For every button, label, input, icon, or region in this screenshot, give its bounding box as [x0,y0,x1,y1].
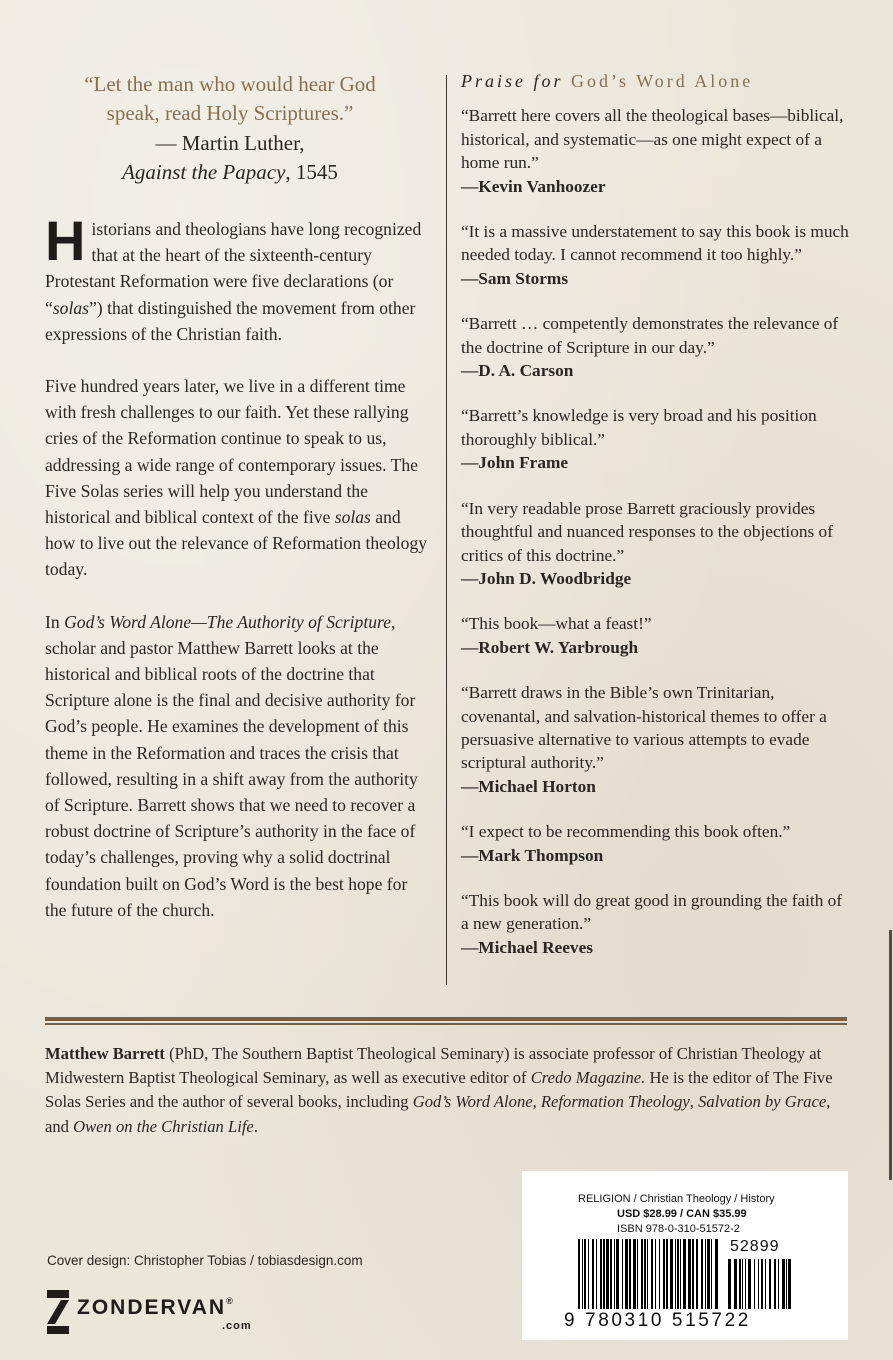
barcode-addon-bar [728,1259,731,1309]
paragraph-series: Five hundred years later, we live in a different time with fresh challenges to our faith. Yet these rallying cries of the Reformation continue to speak to us, addressing a wide range of contemporary issues. The Five Solas series will help you understand the historical and biblical context of the five solas and how to live out the relevance of Reformation theology today. [45,376,428,580]
description-body [45,209,430,949]
barcode-isbn: ISBN 978-0-310-51572-2 [617,1223,740,1235]
barcode-bar [705,1239,706,1309]
praise-endorser: —Sam Storms [461,268,569,288]
barcode-bar [666,1239,668,1309]
barcode-addon-bar [761,1259,763,1309]
barcode-bar [603,1239,605,1309]
barcode-bar [663,1239,665,1309]
dropcap: H [45,209,86,272]
praise-endorser: —D. A. Carson [461,361,574,381]
author-bio: Matthew Barrett (PhD, The Southern Baptist Theological Seminary) is associate professor of Christian Theology at Midwestern Baptist Theological Seminary, as well as executive editor of Credo Magazine. He is the editor of The Five Solas Series and the author of several books, including God’s Word Alone, Reformation Theology, Salvation by Grace, and Owen on the Christian Life. [45,1044,833,1136]
barcode-bar [616,1239,619,1309]
barcode-bar [659,1239,660,1309]
praise-quote: “Barrett here covers all the theological bases—biblical, historical, and systematic—as one might expect of a home run.” [461,106,844,173]
paragraph-intro: Historians and theologians have long recognized that at the heart of the sixteenth-century Protestant Reformation were five declarations (or “solas”) that distinguished the movement from other expressions of the Christian faith. [45,209,422,344]
epigraph [30,70,430,187]
praise-item [461,889,853,959]
barcode-panel [522,1171,848,1340]
barcode-bar [715,1239,718,1309]
barcode-bar [707,1239,710,1309]
barcode-bar [644,1239,646,1309]
praise-heading: Praise for God’s Word Alone [461,71,754,91]
praise-item [461,681,853,798]
praise-endorser: —Robert W. Yarbrough [461,637,639,657]
barcode-bar [675,1239,676,1309]
barcode-bar [701,1239,703,1309]
barcode-bar [606,1239,609,1309]
section-rule-thick [45,1017,847,1021]
column-divider [446,75,447,985]
barcode-addon-bar [786,1259,787,1309]
barcode-digits: 9 780310 515722 [564,1310,751,1331]
barcode-bar [633,1239,636,1309]
praise-item [461,497,853,591]
praise-list [461,104,853,959]
barcode-addon-bar [788,1259,791,1309]
barcode-addon-bar [778,1259,779,1309]
barcode-addon-bar [765,1259,766,1309]
publisher-name: ZONDERVAN® [77,1296,235,1319]
praise-column [461,70,853,981]
barcode-bar [683,1239,686,1309]
barcode-bar [600,1239,602,1309]
barcode-price: USD $28.99 / CAN $35.99 [617,1208,747,1220]
barcode-addon-bar [758,1259,759,1309]
barcode-addon-bar [734,1259,737,1309]
cover-credit: Cover design: Christopher Tobias / tobiasdesign.com [47,1253,363,1268]
page-edge [889,930,892,1180]
barcode-bar [584,1239,586,1309]
barcode-bar [637,1239,638,1309]
paragraph-book: In God’s Word Alone—The Authority of Scripture, scholar and pastor Matthew Barrett looks at the historical and biblical roots of the doctrine that Scripture alone is the final and decisive authority for God’s people. He examines the development of this theme in the Reformation and traces the crisis that followed, resulting in a shift away from the authority of Scripture. Barrett shows that we need to recover a robust doctrine of Scripture’s authority in the face of today’s challenges, proving why a solid doctrinal foundation built on God’s Word is the best hope for the future of the church. [45,611,418,920]
barcode-addon-bar [745,1259,746,1309]
barcode-bar [629,1239,631,1309]
barcode-bar [677,1239,679,1309]
praise-quote: “I expect to be recommending this book often.” [461,822,791,842]
barcode-bar [588,1239,589,1309]
epigraph-quote: “Let the man who would hear God speak, read Holy Scriptures.” [84,72,376,125]
barcode-addon-bar [782,1259,785,1309]
praise-item [461,312,853,382]
section-rule-thin [45,1023,847,1025]
barcode-bar [696,1239,698,1309]
barcode-bar [647,1239,648,1309]
barcode-bar [610,1239,612,1309]
zondervan-mark-icon [47,1290,69,1334]
barcode-addon-bar [754,1259,755,1309]
barcode-bar [592,1239,594,1309]
barcode-bar [651,1239,653,1309]
barcode-category: RELIGION / Christian Theology / History [578,1193,775,1205]
barcode-bar [596,1239,597,1309]
praise-item [461,612,853,659]
barcode-bar [688,1239,691,1309]
barcode-bars [578,1239,798,1311]
barcode-bar [622,1239,623,1309]
praise-item [461,220,853,290]
praise-item [461,104,853,198]
barcode-addon-bar [742,1259,743,1309]
praise-endorser: —Mark Thompson [461,845,604,865]
praise-item [461,404,853,474]
praise-quote: “Barrett’s knowledge is very broad and his position thoroughly biblical.” [461,406,817,449]
praise-endorser: —Kevin Vanhoozer [461,176,606,196]
praise-quote: “In very readable prose Barrett graciously provides thoughtful and nuanced responses to the objections of critics of this doctrine.” [461,498,833,565]
praise-endorser: —John Frame [461,453,569,473]
barcode-bar [680,1239,681,1309]
praise-quote: “This book will do great good in grounding the faith of a new generation.” [461,890,843,934]
publisher-suffix: .com [222,1320,252,1332]
barcode-bar [711,1239,712,1309]
barcode-bar [641,1239,643,1309]
praise-endorser: —Michael Horton [461,776,596,796]
barcode-bar [692,1239,694,1309]
praise-quote: “Barrett draws in the Bible’s own Trinitarian, covenantal, and salvation-historical themes to offer a persuasive alternative to various attempts to evade scriptural authority.” [461,683,827,773]
barcode-addon-bar [739,1259,741,1309]
praise-quote: “It is a massive understatement to say this book is much needed today. I cannot recommend it too highly.” [461,222,849,265]
epigraph-work: Against the Papacy, 1545 [122,160,338,184]
barcode-bar [614,1239,615,1309]
praise-endorser: —John D. Woodbridge [461,568,632,588]
barcode-bar [582,1239,583,1309]
barcode-addon-number: 52899 [730,1238,780,1255]
praise-quote: “This book—what a feast!” [461,614,652,634]
barcode-bar [655,1239,656,1309]
praise-endorser: —Michael Reeves [461,937,593,957]
barcode-addon-bar [774,1259,776,1309]
barcode-addon-bar [769,1259,771,1309]
barcode-bar [625,1239,628,1309]
barcode-bar [578,1239,580,1309]
praise-item [461,820,853,867]
epigraph-author: — Martin Luther, [155,131,305,155]
barcode-addon-bar [748,1259,751,1309]
barcode-bar [670,1239,673,1309]
praise-quote: “Barrett … competently demonstrates the relevance of the doctrine of Scripture in our day.” [461,314,839,357]
